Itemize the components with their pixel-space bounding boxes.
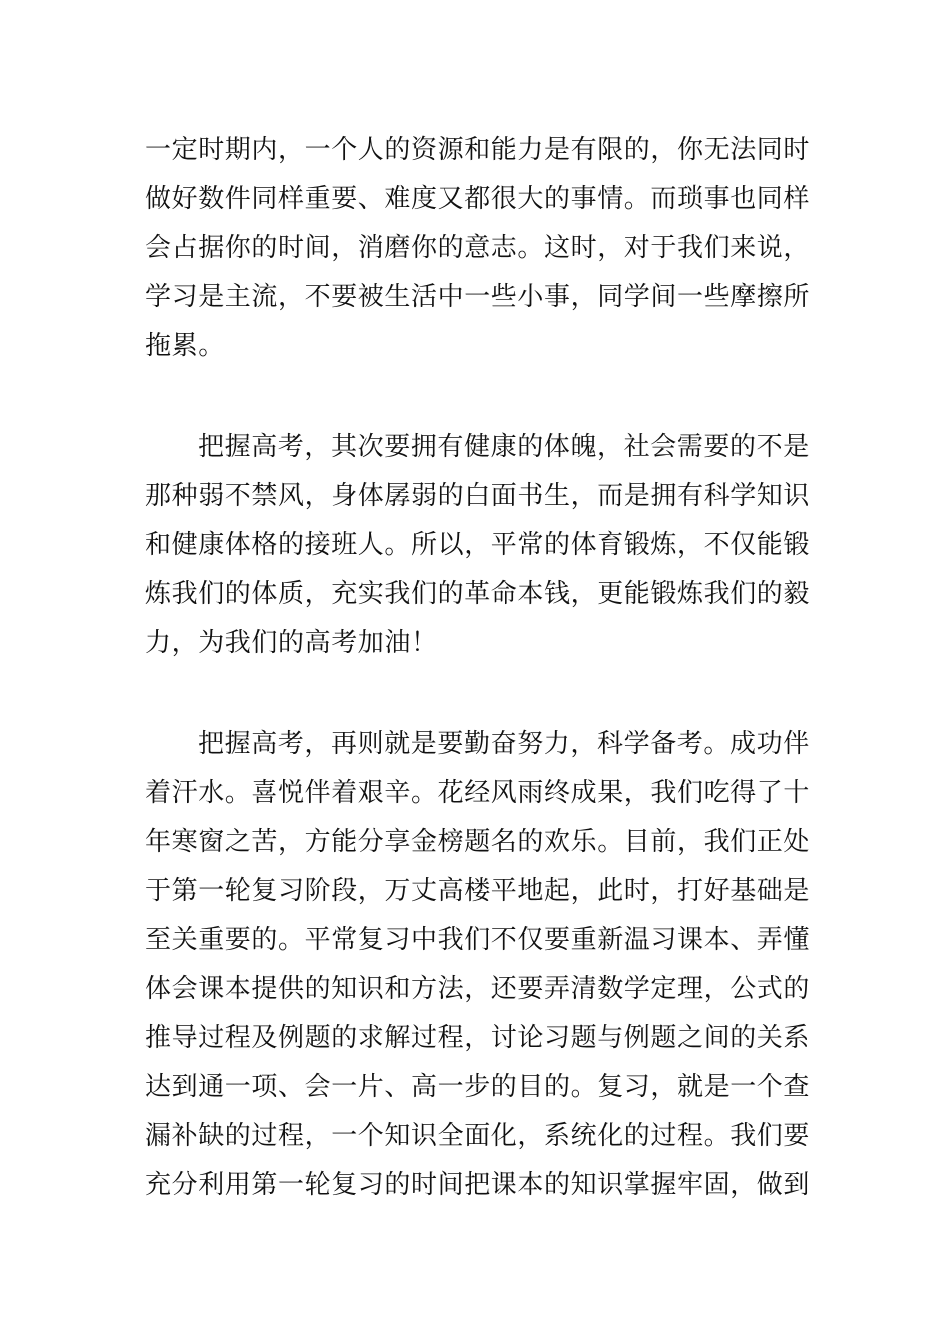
paragraph-line: 年寒窗之苦，方能分享金榜题名的欢乐。目前，我们正处 [145, 827, 811, 857]
paragraph-line: 炼我们的体质，充实我们的革命本钱，更能锻炼我们的毅 [145, 579, 811, 609]
paragraph-line: 力，为我们的高考加油！ [145, 628, 438, 658]
paragraph-line: 体会课本提供的知识和方法，还要弄清数学定理，公式的 [145, 974, 811, 1004]
paragraph-line: 达到通一项、会一片、高一步的目的。复习，就是一个查 [145, 1072, 811, 1102]
paragraph-health [145, 423, 813, 668]
paragraph-line: 充分利用第一轮复习的时间把课本的知识掌握牢固，做到 [145, 1170, 811, 1200]
paragraph-line: 一定时期内，一个人的资源和能力是有限的，你无法同时 [145, 135, 811, 165]
paragraph-line: 做好数件同样重要、难度又都很大的事情。而琐事也同样 [145, 184, 811, 214]
paragraph-line: 漏补缺的过程，一个知识全面化，系统化的过程。我们要 [145, 1121, 811, 1151]
paragraph-line: 至关重要的。平常复习中我们不仅要重新温习课本、弄懂 [145, 925, 811, 955]
paragraph-line: 那种弱不禁风，身体孱弱的白面书生，而是拥有科学知识 [145, 481, 811, 511]
paragraph-line: 把握高考，再则就是要勤奋努力，科学备考。成功伴 [198, 729, 810, 759]
paragraph-diligence [145, 720, 813, 1210]
paragraph-line: 拖累。 [145, 331, 225, 361]
paragraph-line: 和健康体格的接班人。所以，平常的体育锻炼，不仅能锻 [145, 530, 811, 560]
paragraph-line: 着汗水。喜悦伴着艰辛。花经风雨终成果，我们吃得了十 [145, 778, 811, 808]
paragraph-line: 于第一轮复习阶段，万丈高楼平地起，此时，打好基础是 [145, 876, 811, 906]
paragraph-line: 推导过程及例题的求解过程，讨论习题与例题之间的关系 [145, 1023, 811, 1053]
paragraph-resources [145, 126, 813, 371]
paragraph-line: 会占据你的时间，消磨你的意志。这时，对于我们来说， [145, 233, 811, 263]
paragraph-line: 把握高考，其次要拥有健康的体魄，社会需要的不是 [198, 432, 810, 462]
paragraph-line: 学习是主流，不要被生活中一些小事，同学间一些摩擦所 [145, 282, 811, 312]
